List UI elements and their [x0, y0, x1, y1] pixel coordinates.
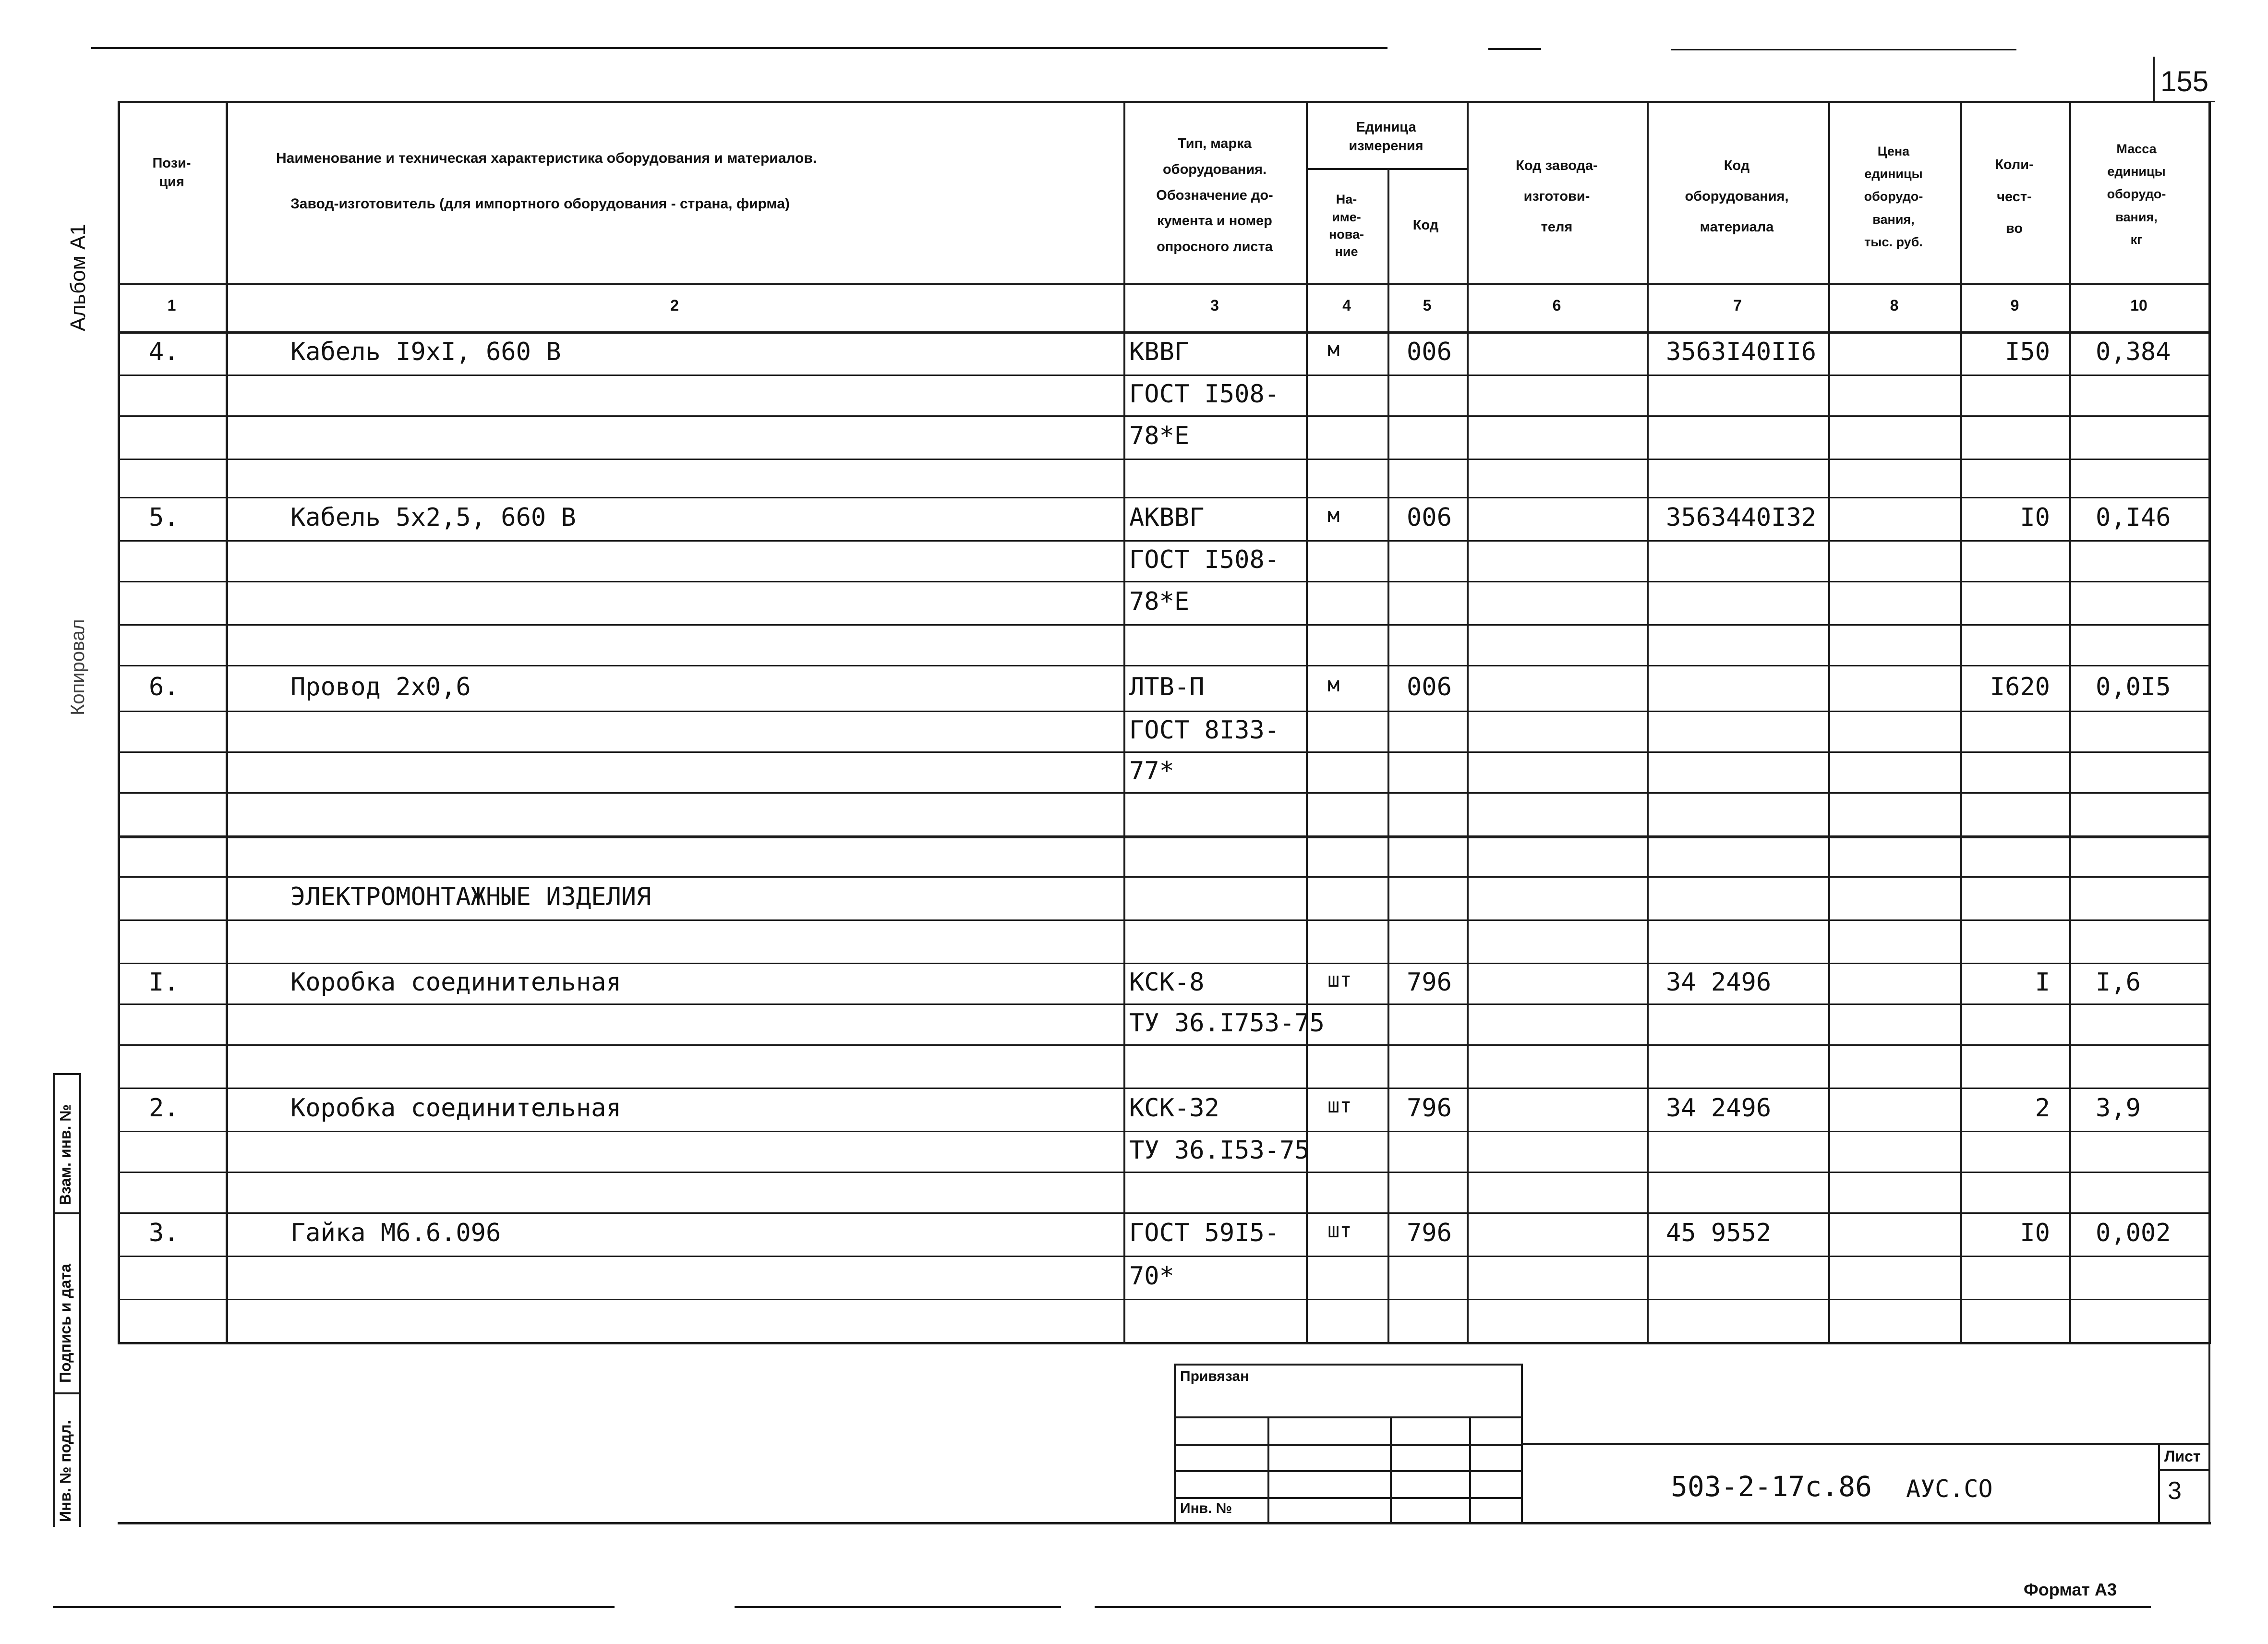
bottom-rule: [53, 1606, 615, 1608]
row-divider: [118, 375, 2208, 376]
cell-position: 2.: [149, 1094, 179, 1123]
cell-name: Кабель 5x2,5, 660 В: [290, 503, 576, 532]
stamp-divider: [1174, 1444, 1522, 1446]
cell-unit-name: шт: [1327, 1219, 1352, 1242]
page-number-divider: [2153, 57, 2155, 102]
cell-name: Коробка соединительная: [290, 1094, 621, 1123]
cell-quantity: I: [2035, 967, 2050, 997]
cell-unit-code: 796: [1407, 1094, 1452, 1123]
row-divider: [118, 963, 2208, 964]
row-divider: [118, 792, 2208, 794]
column-divider: [226, 101, 228, 1344]
row-divider: [118, 1044, 2208, 1046]
side-label-signature-date: Подпись и дата: [57, 1264, 74, 1383]
cell-type: КСК-32: [1129, 1094, 1219, 1123]
cell-type: КСК-8: [1129, 967, 1205, 997]
column-number-2: 2: [670, 297, 679, 314]
header-unit-price: Цена единицы оборудо- вания, тыс. руб.: [1864, 144, 1923, 249]
top-rule-fragment: [1488, 48, 1541, 50]
row-divider: [118, 1131, 2208, 1132]
header-name-line1: Наименование и техническая характеристика оборудования и материалов.: [276, 150, 817, 166]
unit-header-split: [1306, 168, 1467, 170]
column-number-9: 9: [2010, 297, 2019, 314]
row-divider: [118, 497, 2208, 498]
column-divider: [1960, 101, 1962, 1344]
column-number-10: 10: [2130, 297, 2147, 314]
row-divider: [118, 1172, 2208, 1173]
header-unit-group: Единица измерения: [1349, 119, 1424, 154]
bottom-frame: [118, 1522, 2211, 1524]
cell-quantity: 2: [2035, 1094, 2050, 1123]
column-divider: [2208, 101, 2211, 1344]
stamp-divider: [1174, 1497, 1522, 1499]
bottom-rule: [1095, 1606, 2151, 1608]
cell-position: 6.: [149, 672, 179, 701]
column-number-7: 7: [1733, 297, 1742, 314]
column-divider: [118, 101, 120, 1344]
cell-type: ГОСТ 8I33-: [1129, 715, 1280, 745]
cell-unit-mass: 3,9: [2096, 1094, 2141, 1123]
cell-name: ЭЛЕКТРОМОНТАЖНЫЕ ИЗДЕЛИЯ: [290, 882, 651, 911]
header-unit-mass: Масса единицы оборудо- вания, кг: [2107, 141, 2166, 247]
row-divider: [118, 1299, 2208, 1300]
column-number-6: 6: [1552, 297, 1561, 314]
column-divider: [2069, 101, 2071, 1344]
cell-equipment-code: 3563I40II6: [1666, 338, 1817, 366]
cell-equipment-code: 45 9552: [1666, 1219, 1772, 1247]
row-divider: [118, 624, 2208, 626]
document-mark: АУС.СО: [1906, 1475, 1993, 1503]
column-divider: [1467, 101, 1469, 1344]
left-stamp-border: [79, 1073, 81, 1527]
cell-type: ТУ 36.I53-75: [1129, 1136, 1310, 1165]
cell-type: АКВВГ: [1129, 503, 1205, 532]
cell-unit-mass: I,6: [2096, 967, 2141, 997]
column-number-border: [118, 331, 2208, 334]
row-divider: [118, 919, 2208, 921]
row-divider: [118, 711, 2208, 712]
header-name-line2: Завод-изготовитель (для импортного оборудования - страна, фирма): [290, 195, 790, 212]
header-unit-name: На- име- нова- ние: [1328, 192, 1364, 259]
top-rule: [91, 47, 1387, 49]
header-manufacturer-code: Код завода- изготови- теля: [1516, 158, 1598, 235]
row-divider: [118, 459, 2208, 460]
sheet-number: 3: [2168, 1477, 2182, 1505]
row-divider: [118, 876, 2208, 878]
side-label-inv-original: Инв. № подл.: [57, 1420, 74, 1522]
cell-equipment-code: 34 2496: [1666, 1094, 1772, 1123]
cell-unit-code: 006: [1407, 503, 1452, 532]
column-number-4: 4: [1342, 297, 1351, 314]
cell-position: I.: [149, 967, 179, 997]
sheet-box-divider: [2158, 1443, 2160, 1524]
cell-position: 5.: [149, 503, 179, 532]
cell-unit-mass: 0,002: [2096, 1219, 2171, 1247]
cell-unit-name: м: [1327, 338, 1340, 361]
row-divider: [118, 1003, 2208, 1005]
stamp-divider: [1174, 1470, 1522, 1472]
cell-unit-mass: 0,0I5: [2096, 672, 2171, 701]
column-number-3: 3: [1210, 297, 1219, 314]
row-divider: [118, 1212, 2208, 1214]
row-divider: [118, 665, 2208, 666]
format-label: Формат А3: [2024, 1580, 2117, 1599]
column-divider: [1647, 101, 1649, 1344]
column-number-1: 1: [167, 297, 176, 314]
column-divider: [1387, 283, 1389, 1342]
cell-type: ЛТВ-П: [1129, 672, 1205, 701]
cell-unit-name: м: [1327, 503, 1340, 527]
cell-equipment-code: 34 2496: [1666, 967, 1772, 997]
row-divider: [118, 415, 2208, 417]
top-rule-fragment: [1671, 49, 2016, 50]
cell-type: КВВГ: [1129, 338, 1190, 366]
cell-unit-code: 796: [1407, 1219, 1452, 1247]
stamp-frame: [1174, 1364, 1522, 1366]
left-stamp-border: [53, 1073, 81, 1075]
header-type: Тип, марка оборудования. Обозначение до- кумента и номер опросного листа: [1156, 136, 1273, 254]
cell-type: ГОСТ I508-: [1129, 379, 1280, 409]
bottom-rule: [735, 1606, 1061, 1608]
stamp-divider: [1174, 1416, 1522, 1418]
stamp-linked-label: Привязан: [1180, 1368, 1249, 1384]
cell-type: 77*: [1129, 756, 1174, 786]
sheet-label: Лист: [2164, 1448, 2201, 1465]
header-quantity: Коли- чест- во: [1995, 157, 2034, 237]
cell-name: Коробка соединительная: [290, 967, 621, 997]
left-stamp-border: [53, 1073, 55, 1527]
column-number-8: 8: [1890, 297, 1899, 314]
left-stamp-divider: [53, 1392, 81, 1394]
stamp-inv-label: Инв. №: [1180, 1500, 1232, 1516]
header-equipment-code: Код оборудования, материала: [1685, 158, 1789, 235]
column-divider: [1123, 101, 1125, 1344]
cell-unit-code: 006: [1407, 672, 1452, 701]
cell-name: Провод 2x0,6: [290, 672, 471, 701]
cell-unit-name: шт: [1327, 1094, 1352, 1117]
row-divider: [118, 581, 2208, 582]
row-divider: [118, 751, 2208, 753]
cell-unit-mass: 0,384: [2096, 338, 2171, 366]
cell-unit-name: шт: [1327, 967, 1352, 991]
section-divider: [118, 835, 2208, 838]
cell-name: Кабель I9xI, 660 В: [290, 338, 561, 366]
row-divider: [118, 540, 2208, 542]
row-divider: [118, 1088, 2208, 1089]
table-bottom-border: [118, 1342, 2208, 1344]
cell-type: ТУ 36.I753-75: [1129, 1008, 1325, 1038]
document-code: 503-2-17с.86: [1671, 1470, 1872, 1503]
cell-type: ГОСТ I508-: [1129, 545, 1280, 574]
cell-quantity: I0: [2020, 1219, 2050, 1247]
left-stamp-divider: [53, 1212, 81, 1214]
table-top-border: [118, 101, 2208, 103]
cell-unit-code: 006: [1407, 338, 1452, 366]
header-bottom-border: [118, 283, 2208, 285]
cell-name: Гайка М6.6.096: [290, 1219, 501, 1247]
cell-equipment-code: 3563440I32: [1666, 503, 1817, 532]
cell-unit-name: м: [1327, 672, 1340, 696]
row-divider: [118, 1256, 2208, 1257]
cell-quantity: I50: [2005, 338, 2050, 366]
cell-type: 70*: [1129, 1262, 1174, 1291]
side-label-copied: Копировал: [67, 619, 88, 715]
page-number: 155: [2160, 65, 2209, 97]
cell-type: 78*Е: [1129, 422, 1190, 450]
title-block-top: [1521, 1443, 2210, 1445]
side-label-album: Альбом А1: [66, 224, 90, 331]
cell-type: ГОСТ 59I5-: [1129, 1219, 1280, 1247]
cell-quantity: I0: [2020, 503, 2050, 532]
cell-type: 78*Е: [1129, 587, 1190, 616]
cell-unit-mass: 0,I46: [2096, 503, 2171, 532]
cell-unit-code: 796: [1407, 967, 1452, 997]
cell-position: 4.: [149, 338, 179, 366]
header-position: Пози- ция: [152, 155, 191, 190]
cell-position: 3.: [149, 1219, 179, 1247]
column-number-5: 5: [1423, 297, 1432, 314]
bottom-frame: [2208, 1340, 2210, 1524]
header-unit-code: Код: [1412, 218, 1439, 233]
side-label-inv-replace: Взам. инв. №: [57, 1104, 74, 1205]
cell-quantity: I620: [1990, 672, 2050, 701]
column-divider: [1828, 101, 1830, 1344]
sheet-box-divider: [2158, 1469, 2210, 1471]
